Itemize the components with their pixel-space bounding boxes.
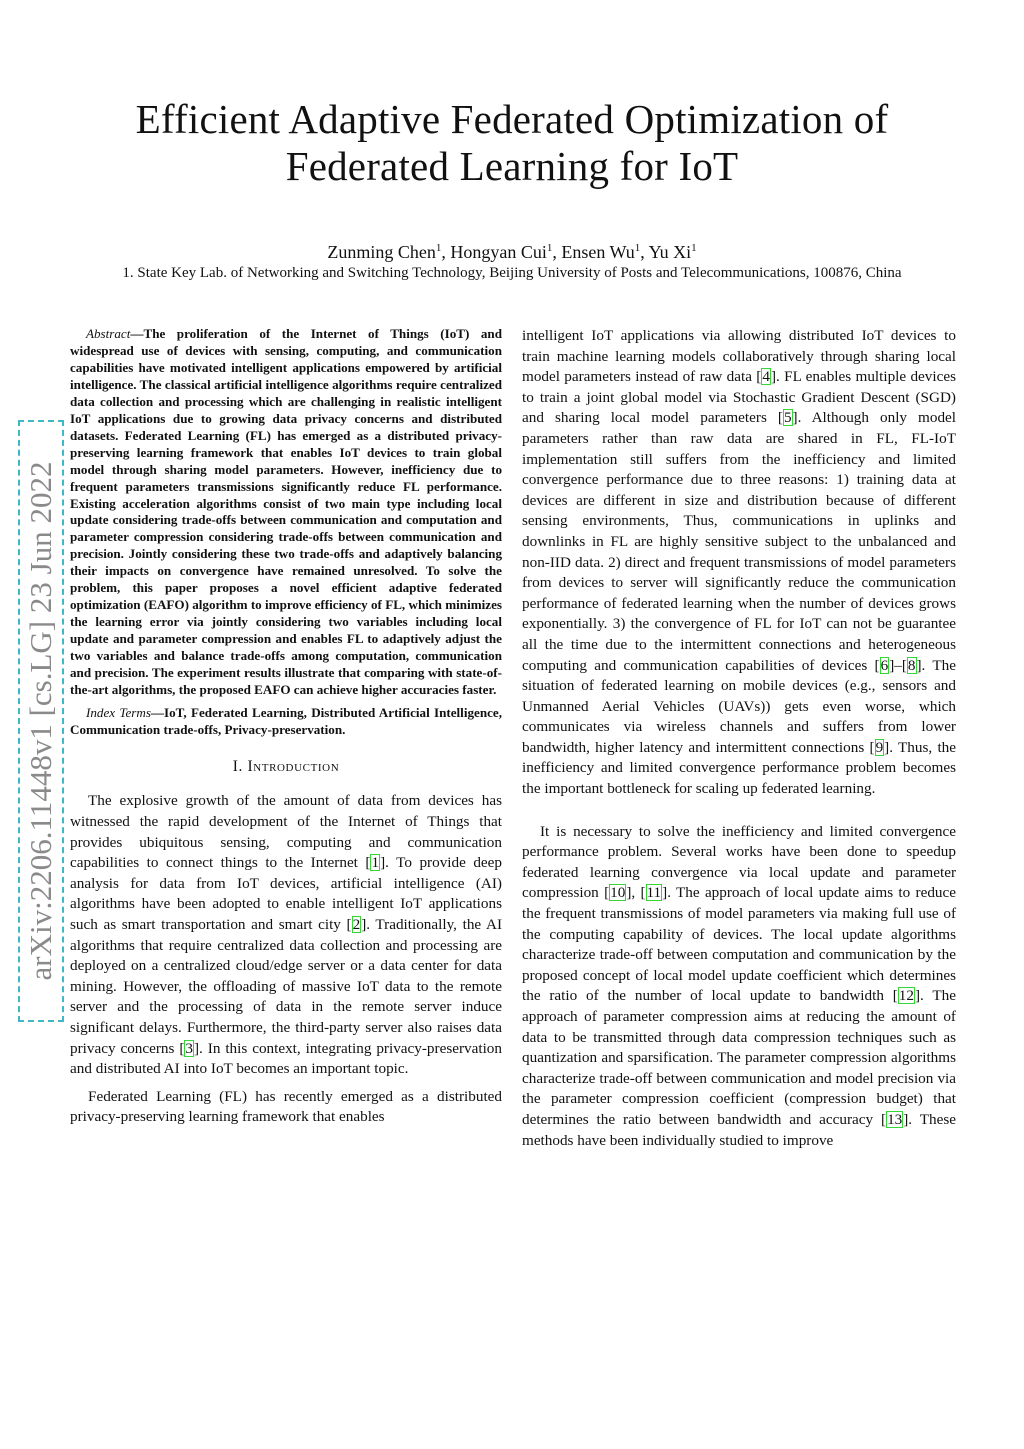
citation-link-2[interactable]: 2 (352, 916, 361, 934)
intro-paragraph-2-continued (522, 326, 956, 800)
citation-link-1[interactable]: 1 (371, 854, 380, 872)
citation-link-9[interactable]: 9 (875, 738, 884, 756)
intro-paragraph-3 (522, 822, 956, 1152)
section-heading-introduction: I. Introduction (232, 757, 340, 775)
paragraph-text: ]–[ (889, 656, 907, 674)
right-column (522, 326, 956, 1151)
citation-link-12[interactable]: 12 (898, 987, 914, 1005)
author-affiliation-mark: 1 (435, 242, 442, 254)
paragraph-text: intelligent IoT applications via allowing distributed IoT devices to train machine learning models collaboratively through sharing local model parameters instead of raw data [ (522, 327, 956, 386)
paragraph-text: ]. These methods have been individually studied to improve (522, 1110, 957, 1149)
citation-link-4[interactable]: 4 (762, 368, 770, 386)
paragraph-text: ]. Traditionally, the AI algorithms that require centralized data collection and processing are deployed on a centralized cloud/edge server or a data center for data mining. However, the offloading of massive IoT data to the remote server and the processing of data in the remote server induce significant delays. Furthermore, the third-party server also raises data privacy concerns [ (70, 916, 502, 1057)
title-line-2: Federated Learning for IoT (285, 143, 739, 189)
intro-paragraph-1 (70, 791, 502, 1079)
affiliation: 1. State Key Lab. of Networking and Switching Technology, Beijing University of Posts and Telecommunications, 100876, China (122, 265, 902, 281)
abstract (70, 326, 502, 699)
index-terms-text: —IoT, Federated Learning, Distributed Artificial Intelligence, Communication trade-offs, Privacy-preservation. (70, 704, 502, 737)
author-list: Zunming Chen$^1$, Hongyan Cui$^1$, Ensen Wu$^1$, Yu Xi$^1$ (327, 242, 697, 262)
citation-link-8[interactable]: 8 (907, 656, 916, 674)
citation-link-10[interactable]: 10 (610, 884, 626, 902)
citation-link-3[interactable]: 3 (185, 1039, 193, 1057)
citation-link-5[interactable]: 5 (783, 409, 792, 427)
index-terms-label: Index Terms (86, 704, 151, 720)
paragraph-text: ]. The approach of parameter compression aims at reducing the amount of data to be transmitted through data compression techniques such as quantization and sparsification. The parameter compression algorithms characterize trade-off between communication and model precision via the parameter compression coefficient (compression budget) that determines the ratio between bandwidth and accuracy [ (522, 987, 956, 1128)
paragraph-text: ]. The approach of local update aims to reduce the frequent transmissions of model parameters via making full use of the computing capability of devices. The local update algorithms characterize trade-off between computation and communication by the proposed concept of local model update coefficient which determines the ratio of the number of local update to bandwidth [ (522, 884, 956, 1005)
paper-title (60, 96, 964, 190)
citation-link-6[interactable]: 6 (880, 656, 889, 674)
author-name: Hongyan Cui (450, 242, 547, 262)
paragraph-text: ]. Thus, the inefficiency and limited convergence performance problem becomes the important bottleneck for scaling up federated learning. (522, 738, 956, 798)
author-affiliation-mark: 1 (691, 242, 697, 254)
abstract-text: —The proliferation of the Internet of Things (IoT) and widespread use of devices with sensing, computing, and communication capabilities have motivated intelligent applications empowered by artificial intelligence. The classical artificial intelligence algorithms require centralized data collection and processing which are challenging in realistic intelligent IoT applications due to growing data privacy concerns and distributed datasets. Federated Learning (FL) has emerged as a distributed privacy-preserving learning framework that enables IoT devices to train global model through sharing model parameters. However, inefficiency due to frequent parameters transmissions significantly reduce FL performance. Existing acceleration algorithms consist of two main type including local update considering trade-offs between communication and computation and parameter compression considering trade-offs between communication and precision. Jointly considering these two trade-offs and adaptively balancing their impacts on convergence have remained unresolved. To solve the problem, this paper proposes a novel efficient adaptive federated optimization (EAFO) algorithm to improve efficiency of FL, which minimizes the learning error via jointly considering two variables including local update and parameter compression and enables FL to adaptively adjust the two variables and balance trade-offs among computation, communication and precision. The experiment results illustrate that comparing with state-of-the-art algorithms, the proposed EAFO can achieve higher accuracies faster. (70, 326, 502, 698)
title-line-1: Efficient Adaptive Federated Optimization of (135, 96, 889, 142)
intro-paragraph-2 (70, 1087, 502, 1128)
paragraph-text: ]. FL enables multiple devices to train a joint global model via Stochastic Gradient Descent (SGD) and sharing local model parameters [ (522, 368, 956, 427)
paragraph-text: ]. To provide deep analysis for data from IoT devices, artificial intelligence (AI) algorithms have been adopted to enable intelligent IoT applications such as smart transportation and smart city [ (70, 854, 503, 934)
paragraph-text: ]. The situation of federated learning on mobile devices (e.g., sensors and Unmanned Aerial Vehicles (UAVs)) gets even worse, which communicates via wireless channels and suffers from lower bandwidth, higher latency and intermittent connections [ (522, 656, 956, 756)
paragraph-text: ], [ (626, 884, 646, 902)
author-affiliation-mark: 1 (634, 242, 641, 254)
index-terms (70, 705, 502, 739)
paragraph-text: ]. Although only model parameters rather than raw data are shared in FL, FL-IoT implementation still suffers from the inefficiency and limited convergence performance due to three reasons: 1) training data at devices are different in size and distribution because of different sensing environments, Thus, communications in uplinks and downlinks in FL are highly sensitive subject to the unbalanced and non-IID data. 2) direct and frequent transmissions of model parameters from devices to server will significantly reduce the communication performance of federated learning when the number of devices grows exponentially. 3) the convergence of FL for IoT can not be guarantee all the time due to the intermittent connections and heterogeneous computing and communication capabilities of devices [ (522, 409, 956, 674)
author-name: Ensen Wu (561, 242, 635, 262)
arxiv-identifier[interactable]: arXiv:2206.11448v1 [cs.LG] 23 Jun 2022 (23, 461, 58, 981)
citation-link-13[interactable]: 13 (887, 1110, 903, 1128)
paragraph-text: It is necessary to solve the inefficiency and limited convergence performance problem. Several works have been done to speedup federated learning convergence via local update and parameter compression [ (522, 822, 956, 902)
citation-link-11[interactable]: 11 (646, 884, 662, 902)
author-name: Yu Xi (648, 242, 692, 262)
author-affiliation-mark: 1 (546, 242, 553, 254)
author-name: Zunming Chen (327, 242, 436, 262)
left-column (70, 326, 502, 1128)
paragraph-text: The explosive growth of the amount of data from devices has witnessed the rapid development of the Internet of Things that provides ubiquitous sensing, computing and communication capabilities to connect things to the Internet [ (70, 792, 502, 872)
abstract-label: Abstract (86, 326, 131, 341)
paragraph-text: Federated Learning (FL) has recently emerged as a distributed privacy-preserving learning framework that enables (70, 1087, 502, 1126)
paragraph-text: ]. In this context, integrating privacy-preservation and distributed AI into IoT becomes an important topic. (70, 1039, 502, 1078)
